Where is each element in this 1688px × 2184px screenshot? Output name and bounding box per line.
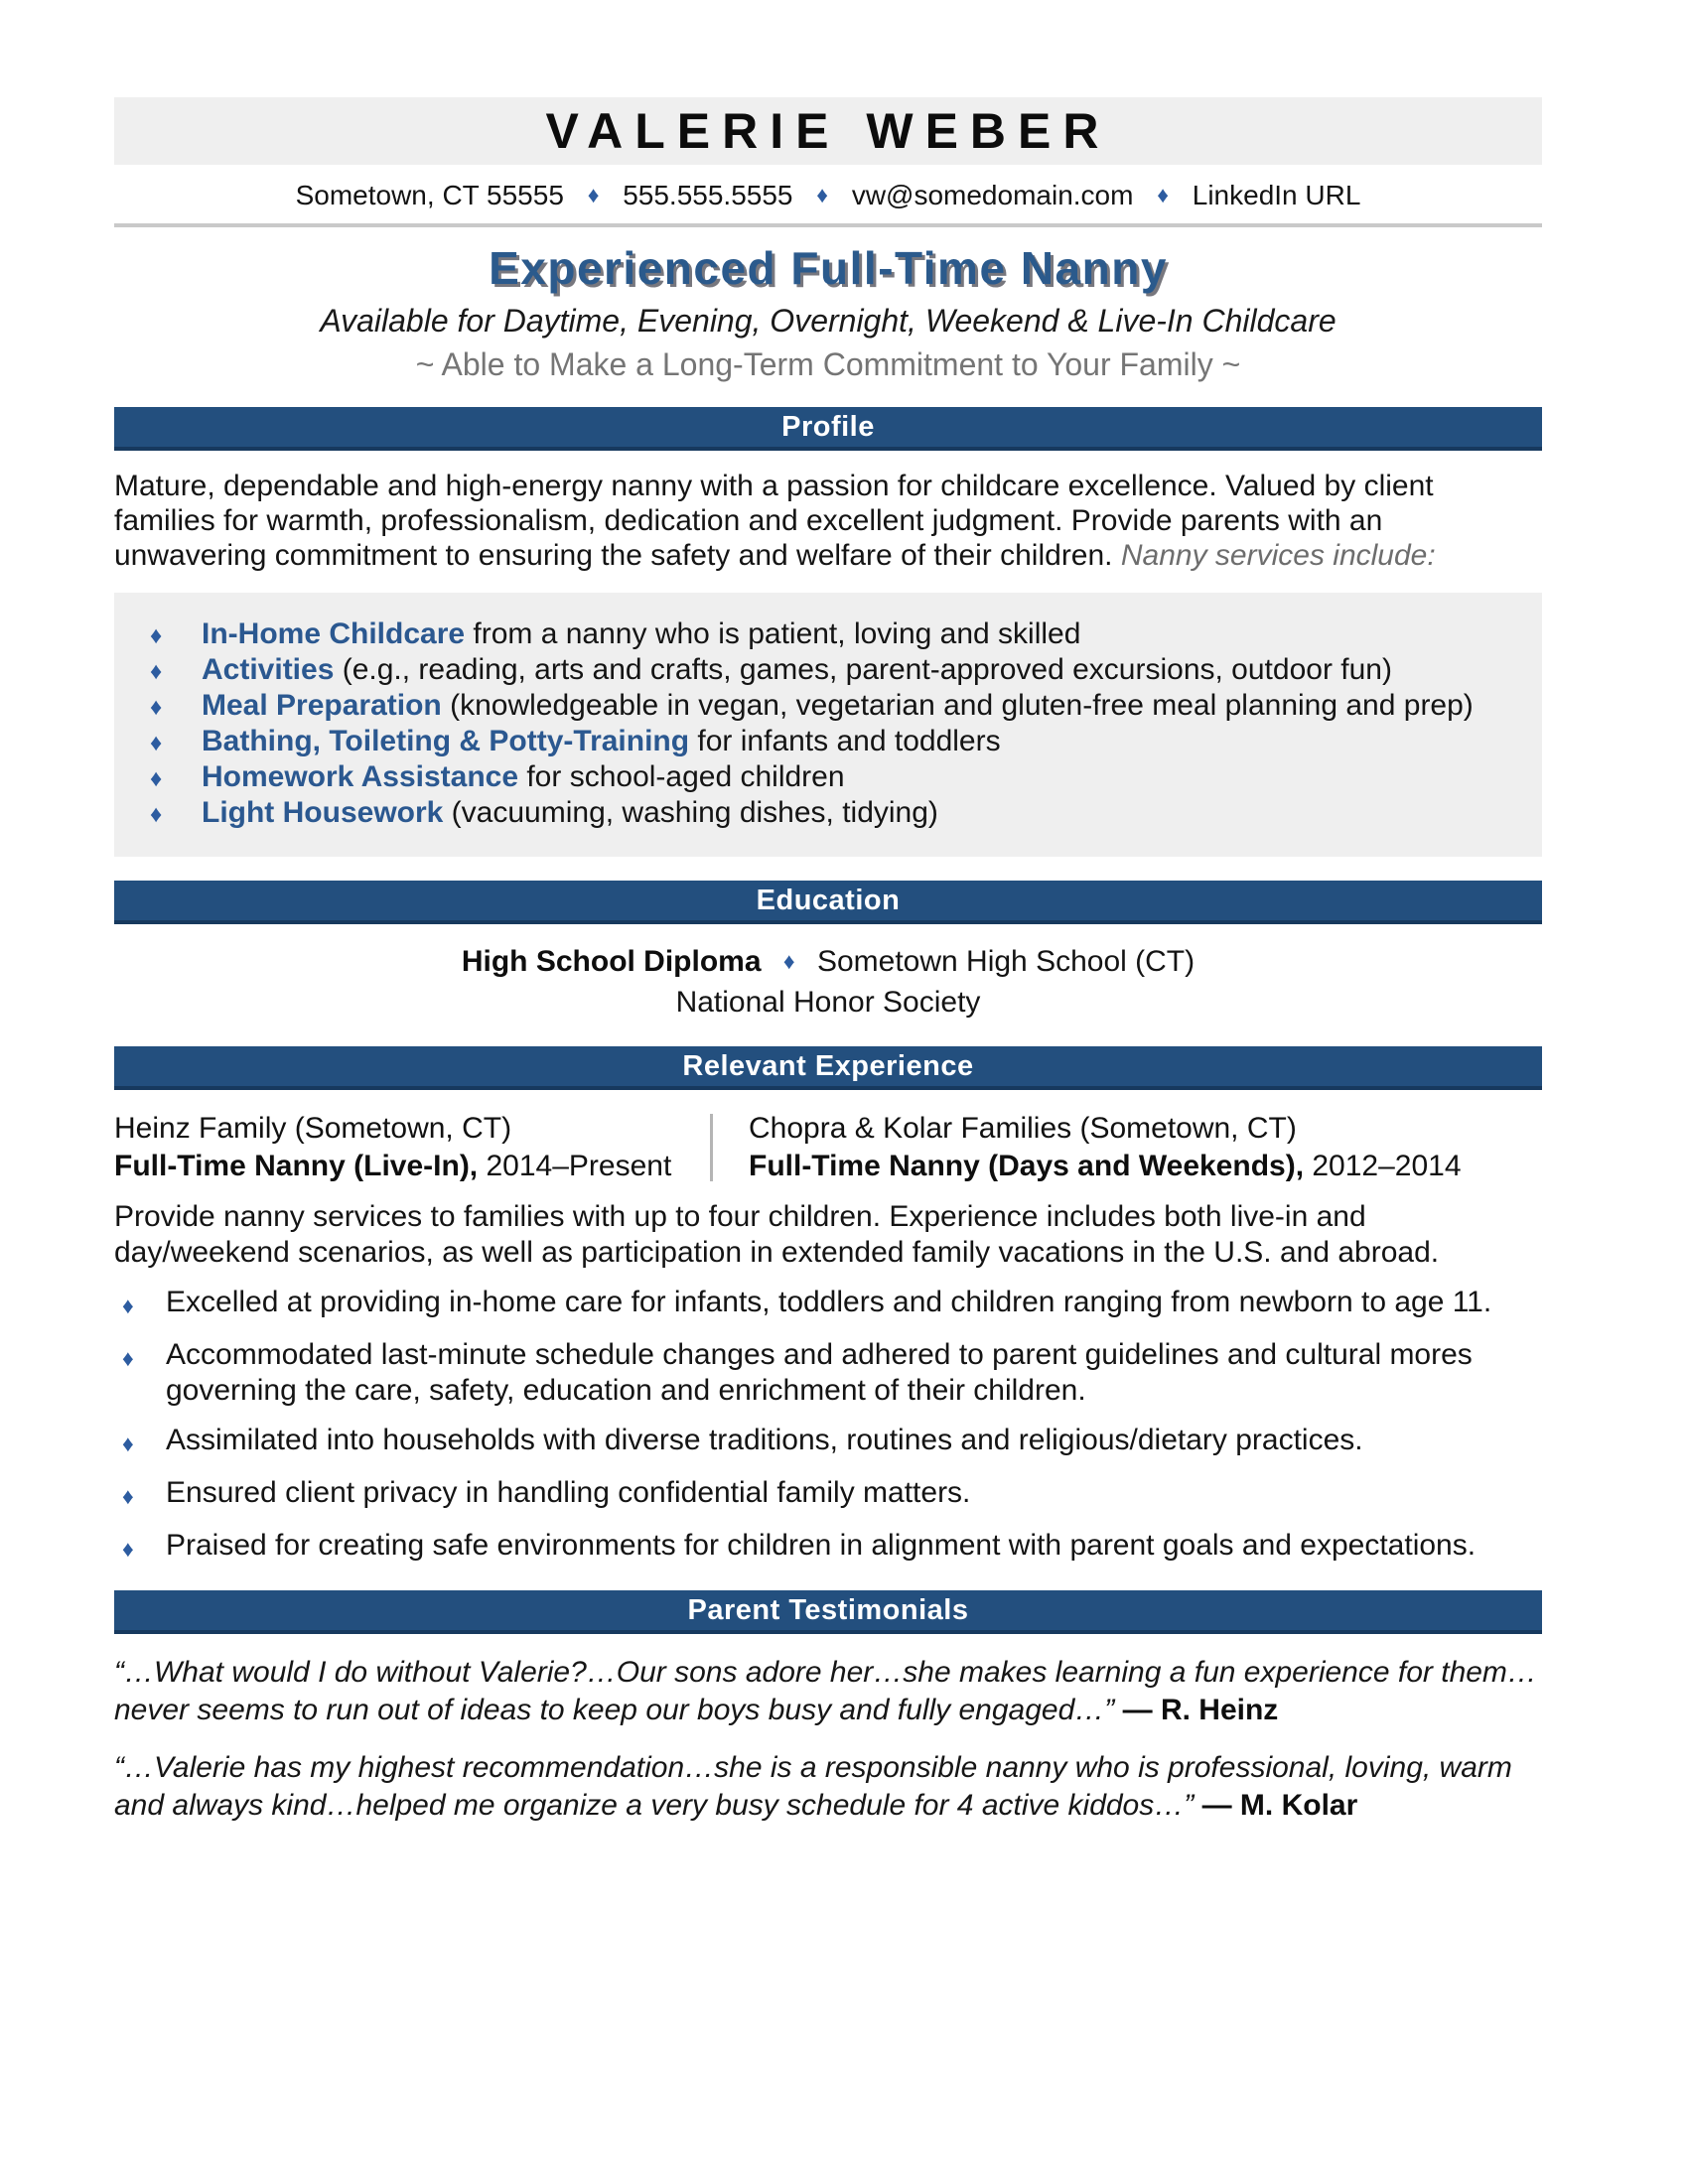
diamond-separator-icon: ♦ bbox=[816, 182, 829, 207]
contact-email: vw@somedomain.com bbox=[851, 180, 1134, 210]
profile-text: Mature, dependable and high-energy nanny with a passion for childcare excellence. Valued by client families for warmth, professionalism, dedication and excellent judgment. Provide parents with an unwavering commitment to ensuring the safety and welfare of their children. bbox=[114, 470, 1434, 572]
list-item-lead: In-Home Childcare bbox=[202, 617, 466, 650]
diamond-bullet-icon: ♦ bbox=[150, 622, 163, 649]
job-title-line bbox=[114, 1148, 710, 1185]
diamond-bullet-icon: ♦ bbox=[150, 658, 163, 685]
candidate-name: VALERIE WEBER bbox=[545, 103, 1111, 159]
list-item bbox=[150, 653, 1518, 689]
services-box bbox=[114, 593, 1542, 857]
education-school: Sometown High School (CT) bbox=[816, 945, 1196, 978]
list-item-text: Accommodated last-minute schedule changes and adhered to parent guidelines and cultural mores governing the care, safety, education and enrichment of their children. bbox=[166, 1338, 1473, 1407]
contact-linkedin: LinkedIn URL bbox=[1192, 180, 1361, 210]
job-dates: 2014–Present bbox=[478, 1150, 672, 1182]
list-item-lead: Meal Preparation bbox=[202, 689, 442, 722]
testimonial bbox=[114, 1654, 1542, 1729]
diamond-bullet-icon: ♦ bbox=[122, 1483, 134, 1509]
testimonial-quote: “…What would I do without Valerie?…Our sons adore her…she makes learning a fun experience for them…never seems to run out of ideas to keep our boys busy and fully engaged…” bbox=[114, 1656, 1537, 1726]
job-employer: Chopra & Kolar Families (Sometown, CT) bbox=[749, 1112, 1297, 1145]
contact-line bbox=[114, 180, 1542, 211]
diamond-bullet-icon: ♦ bbox=[122, 1293, 134, 1318]
diamond-bullet-icon: ♦ bbox=[150, 730, 163, 756]
headline-title: Experienced Full-Time Nanny bbox=[489, 242, 1168, 294]
job-employer: Heinz Family (Sometown, CT) bbox=[114, 1112, 512, 1145]
list-item-text bbox=[202, 796, 938, 832]
diamond-bullet-icon: ♦ bbox=[150, 694, 163, 721]
job-column bbox=[114, 1110, 710, 1185]
list-item-lead: Homework Assistance bbox=[202, 760, 519, 793]
list-item bbox=[150, 617, 1518, 653]
section-bar-education bbox=[114, 881, 1542, 924]
testimonial-quote: “…Valerie has my highest recommendation…she is a responsible nanny who is professional, loving, warm and always kind…helped me organize a very busy schedule for 4 active kiddos…” bbox=[114, 1751, 1512, 1822]
list-item-lead: Activities bbox=[202, 653, 335, 686]
list-item-text: Assimilated into households with diverse traditions, routines and religious/dietary practices. bbox=[166, 1424, 1363, 1456]
list-item-text bbox=[202, 689, 1474, 725]
section-heading-testimonials: Parent Testimonials bbox=[687, 1593, 969, 1626]
headline-tagline: ~ Able to Make a Long-Term Commitment to Your Family ~ bbox=[415, 346, 1241, 382]
list-item bbox=[150, 796, 1518, 832]
diamond-separator-icon: ♦ bbox=[782, 948, 795, 974]
section-heading-education: Education bbox=[756, 884, 901, 916]
list-item-lead: Bathing, Toileting & Potty-Training bbox=[202, 725, 690, 757]
education-degree: High School Diploma bbox=[461, 945, 762, 978]
headline-subtitle: Available for Daytime, Evening, Overnight, Weekend & Live-In Childcare bbox=[320, 303, 1336, 339]
list-item-text bbox=[202, 653, 1392, 689]
diamond-separator-icon: ♦ bbox=[1157, 182, 1169, 207]
diamond-separator-icon: ♦ bbox=[587, 182, 600, 207]
list-item-text bbox=[202, 760, 845, 796]
diamond-bullet-icon: ♦ bbox=[122, 1431, 134, 1456]
section-heading-experience: Relevant Experience bbox=[682, 1049, 974, 1082]
resume-content bbox=[114, 0, 1542, 1825]
diamond-bullet-icon: ♦ bbox=[122, 1345, 134, 1371]
job-title: Full-Time Nanny (Days and Weekends), bbox=[749, 1150, 1305, 1182]
education-honor: National Honor Society bbox=[675, 986, 981, 1019]
education-line bbox=[114, 942, 1542, 983]
list-item bbox=[150, 725, 1518, 760]
name-band bbox=[114, 97, 1542, 165]
contact-phone: 555.555.5555 bbox=[623, 180, 793, 210]
list-item-lead: Light Housework bbox=[202, 796, 444, 829]
list-item bbox=[114, 1475, 1542, 1514]
education-block bbox=[114, 942, 1542, 1023]
list-item-rest: from a nanny who is patient, loving and skilled bbox=[465, 617, 1081, 650]
diamond-bullet-icon: ♦ bbox=[122, 1536, 134, 1562]
list-item-text bbox=[202, 725, 1001, 760]
list-item-text: Excelled at providing in-home care for infants, toddlers and children ranging from newborn to age 11. bbox=[166, 1286, 1492, 1318]
list-item bbox=[114, 1423, 1542, 1461]
section-heading-profile: Profile bbox=[781, 410, 875, 443]
section-bar-profile bbox=[114, 407, 1542, 451]
testimonial-attribution: — M. Kolar bbox=[1201, 1789, 1358, 1822]
list-item-rest: for infants and toddlers bbox=[689, 725, 1001, 757]
profile-text-italic: Nanny services include: bbox=[1120, 539, 1436, 572]
diamond-bullet-icon: ♦ bbox=[150, 765, 163, 792]
diamond-bullet-icon: ♦ bbox=[150, 801, 163, 828]
testimonial-attribution: — R. Heinz bbox=[1122, 1694, 1279, 1726]
list-item bbox=[150, 760, 1518, 796]
job-column bbox=[713, 1110, 1464, 1185]
section-bar-testimonials bbox=[114, 1590, 1542, 1634]
list-item-text: Ensured client privacy in handling confidential family matters. bbox=[166, 1476, 971, 1509]
list-item-text bbox=[202, 617, 1080, 653]
list-item-rest: (vacuuming, washing dishes, tidying) bbox=[443, 796, 938, 829]
list-item bbox=[114, 1337, 1542, 1409]
list-item-rest: for school-aged children bbox=[518, 760, 845, 793]
jobs-columns bbox=[114, 1110, 1542, 1185]
profile-paragraph bbox=[114, 469, 1542, 573]
job-dates: 2012–2014 bbox=[1304, 1150, 1462, 1182]
testimonial bbox=[114, 1749, 1542, 1825]
list-item-rest: (e.g., reading, arts and crafts, games, parent-approved excursions, outdoor fun) bbox=[334, 653, 1392, 686]
job-title: Full-Time Nanny (Live-In), bbox=[114, 1150, 479, 1182]
list-item bbox=[114, 1528, 1542, 1567]
list-item bbox=[150, 689, 1518, 725]
section-bar-experience bbox=[114, 1046, 1542, 1090]
horizontal-rule bbox=[114, 223, 1542, 227]
list-item-text: Praised for creating safe environments for children in alignment with parent goals and expectations. bbox=[166, 1529, 1477, 1562]
list-item bbox=[114, 1285, 1542, 1323]
list-item-rest: (knowledgeable in vegan, vegetarian and gluten-free meal planning and prep) bbox=[441, 689, 1474, 722]
experience-summary: Provide nanny services to families with up to four children. Experience includes both live-in and day/weekend scenarios, as well as participation in extended family vacations in the U.S. and abroad. bbox=[114, 1200, 1440, 1269]
contact-location: Sometown, CT 55555 bbox=[295, 180, 564, 210]
job-title-line bbox=[749, 1148, 1464, 1185]
